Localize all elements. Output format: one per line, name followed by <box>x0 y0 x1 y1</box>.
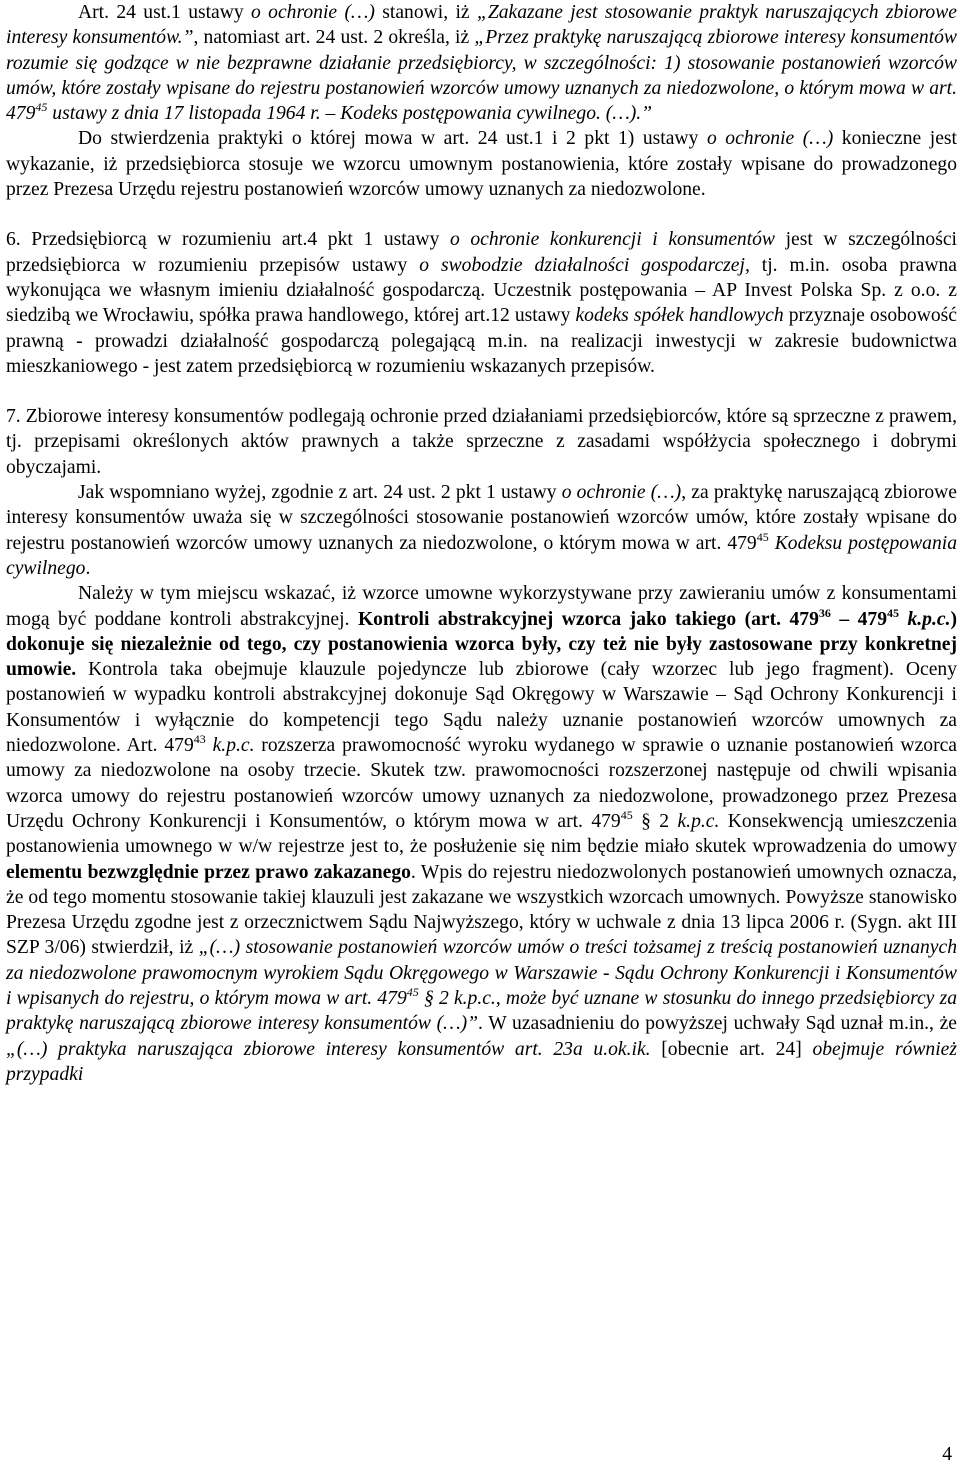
text-segment: tj. m.in. osoba prawna wykonująca we własnym imieniu działalność gospodarczą. Uczestnik postępowania – AP Invest Polska Sp. z o.o. z siedzibą we Wrocławiu, spółka prawa handlowego, której art.12 ustawy <box>6 254 957 327</box>
text-segment: § 2 <box>632 810 678 832</box>
text-segment: . Wpis do rejestru niedozwolonych postanowień umownych oznacza, że od tego momentu stosowanie takiej klauzuli jest zakazane we wszystkich wzorcach umownych. Powyższe stanowisko Prezesa Urzędu zgodne jest z orzecznictwem Sądu Najwyższego, który w uchwale z dnia 13 lipca 2006 r. (Sygn. akt III SZP 3/06) stwierdził, iż <box>6 861 957 959</box>
text-segment: rozszerza prawomocność wyroku wydanego w sprawie o uznanie postanowień wzorca umowy za niedozwolone na osoby trzecie. Skutek tzw. prawomocności rozszerzonej następuje od chwili wpisania wzorca umowy do rejestru postanowień wzorców umowy uznanych za niedozwolone, prowadzonego przez Prezesa Urzędu Ochrony Konkurencji i Konsumentów, o którym mowa w art. 479 <box>6 735 957 832</box>
text-segment: , natomiast art. 24 ust. 2 określa, iż <box>193 27 475 49</box>
text-segment: k.p.c. <box>212 735 255 757</box>
text-segment: Jak wspomniano wyżej, zgodnie z art. 24 ust. 2 pkt 1 ustawy <box>78 482 562 504</box>
text-segment <box>206 735 213 756</box>
text-segment: Konsekwencją umieszczenia postanowienia umownego w w/w rejestrze jest to, że posłużenie się nim będzie miało skutek wprowadzenia do umowy <box>6 810 958 858</box>
text-segment: „Przez praktykę naruszającą zbiorowe interesy konsumentów rozumie się godzące w nie bezprawne działanie przedsiębiorcy, w szczególności: 1) stosowanie postanowień wzorców umów, które zostały wpisane do rejestru postanowień wzorców umowy uznanych za niedozwolone, o którym mowa w art. 479 <box>6 27 958 125</box>
text-segment: [obecnie art. 24] <box>650 1038 813 1060</box>
paragraph-p6 <box>6 581 957 1087</box>
paragraph-p4 <box>6 404 957 480</box>
text-segment: , za praktykę naruszającą zbiorowe interesy konsumentów uważa się w szczególności stosowanie postanowień wzorców umów, które zostały wpisane do rejestru postanowień wzorców umowy uznanych za niedozwolone, o którym mowa w art. 479 <box>6 482 957 554</box>
superscript-text: 43 <box>193 732 206 747</box>
paragraph-p3 <box>6 227 957 379</box>
superscript-text: 45 <box>887 605 900 620</box>
superscript-text: 45 <box>35 100 48 115</box>
text-segment: . <box>85 557 91 579</box>
document-page <box>6 0 957 1087</box>
text-segment: Do stwierdzenia praktyki o której mowa w art. 24 ust.1 i 2 pkt 1) ustawy <box>78 128 707 150</box>
text-segment: k.p.c. <box>677 810 720 832</box>
text-segment: ustawy z dnia 17 listopada 1964 r. – Kodeks postępowania cywilnego. (…).” <box>47 103 653 125</box>
paragraph-p5 <box>6 480 957 581</box>
page-number: 4 <box>942 1444 952 1465</box>
text-segment: § 2 k.p.c., może być uznane w stosunku do innego przedsiębiorcy za praktykę naruszającą zbiorowe interesy konsumentów (…)” <box>6 987 957 1035</box>
text-segment: k.p.c. <box>907 608 951 630</box>
paragraph-p2 <box>6 126 957 202</box>
text-segment: o swobodzie działalności gospodarczej, <box>419 254 750 276</box>
text-segment: Kontrola taka obejmuje klauzule pojedyncze lub zbiorowe (cały wzorzec lub jego fragment). Oceny postanowień w wypadku kontroli abstrakcyjnej dokonuje Sąd Okręgowy w Warszawie – Sąd Ochrony Konkurencji i Konsumentów i wyłącznie do kompetencji tego Sądu należy uznanie postanowień wzorców umownych za niedozwolone. Art. 479 <box>6 659 957 757</box>
text-segment: Kontroli abstrakcyjnej wzorca jako takiego (art. 479 <box>357 608 819 630</box>
superscript-text: 45 <box>620 807 633 822</box>
superscript-text: 36 <box>818 605 831 620</box>
text-segment: stanowi, iż <box>374 2 477 23</box>
text-segment: „(…) praktyka naruszająca zbiorowe interesy konsumentów art. 23a u.ok.ik. <box>6 1038 651 1060</box>
superscript-text: 45 <box>756 529 769 544</box>
text-segment: . W uzasadnieniu do powyższej uchwały Sąd uznał m.in., że <box>478 1013 957 1035</box>
text-segment: jest w szczególności przedsiębiorca w rozumieniu przepisów ustawy <box>6 229 957 276</box>
text-segment: o ochronie konkurencji i konsumentów <box>449 229 775 251</box>
text-segment: „Zakazane jest stosowanie praktyk naruszających zbiorowe interesy konsumentów.” <box>6 2 957 49</box>
text-segment: ) dokonuje się niezależnie od tego, czy postanowienia wzorca były, czy też nie były zastosowane przy konkretnej umowie. <box>6 608 958 681</box>
text-segment: Art. 24 ust.1 ustawy <box>78 2 252 23</box>
text-segment: 6. Przedsiębiorcą w rozumieniu art.4 pkt 1 ustawy <box>6 229 450 251</box>
text-segment: Kodeksu postępowania cywilnego <box>6 532 958 579</box>
text-segment: elementu bezwzględnie przez prawo zakazanego <box>6 861 411 883</box>
document-body <box>6 0 957 1087</box>
paragraph-p1 <box>6 0 957 126</box>
text-segment: kodeks spółek handlowych <box>575 305 784 327</box>
text-segment: – 479 <box>830 608 888 630</box>
text-segment: „(…) stosowanie postanowień wzorców umów o treści tożsamej z treścią postanowień uznanych za niedozwolone prawomocnym wyrokiem Sądu Okręgowego w Warszawie - Sądu Ochrony Konkurencji i Konsumentów i wpisanych do rejestru, o którym mowa w art. 479 <box>6 937 957 1009</box>
text-segment: obejmuje również przypadki <box>6 1038 957 1085</box>
text-segment: konieczne jest wykazanie, iż przedsiębiorca stosuje we wzorcu umownym postanowienia, które zostały wpisane do prowadzonego przez Prezesa Urzędu rejestru postanowień wzorców umowy uznanych za niedozwolone. <box>6 128 957 201</box>
text-segment: przyznaje osobowość prawną - prowadzi działalność gospodarczą polegającą m.in. na realizacji inwestycji w zakresie budownictwa mieszkaniowego - jest zatem przedsiębiorcą w rozumieniu wskazanych przepisów. <box>6 305 957 377</box>
text-segment: o ochronie (…) <box>561 482 682 504</box>
superscript-text: 45 <box>406 984 419 999</box>
text-segment: o ochronie (…) <box>706 128 834 150</box>
text-segment: 7. Zbiorowe interesy konsumentów podlegają ochronie przed działaniami przedsiębiorców, które są sprzeczne z prawem, tj. przepisami określonych aktów prawnych a także sprzeczne z zasadami współżycia społecznego i dobrymi obyczajami. <box>6 406 957 478</box>
text-segment: o ochronie (…) <box>251 2 375 23</box>
text-segment: Należy w tym miejscu wskazać, iż wzorce umowne wykorzystywane przy zawieraniu umów z konsumentami mogą być poddane kontroli abstrakcyjnej. <box>6 583 957 630</box>
